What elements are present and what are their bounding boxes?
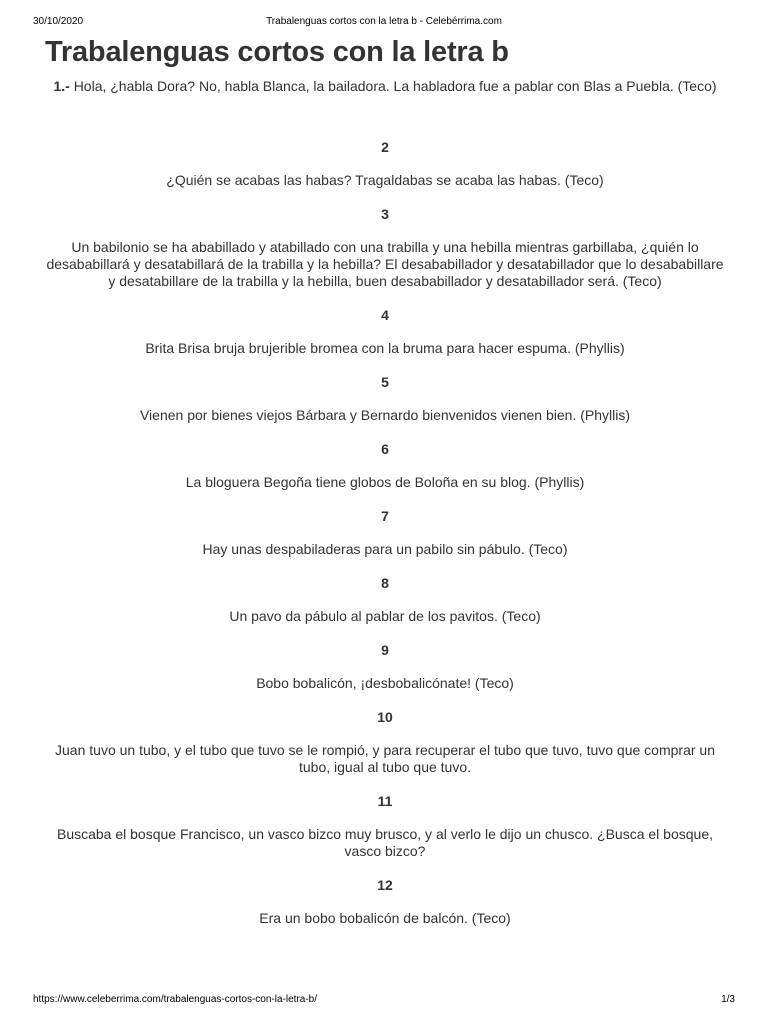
item-text: Vienen por bienes viejos Bárbara y Bernardo bienvenidos vienen bien. (Phyllis)	[139, 407, 631, 423]
item-text: Hay unas despabiladeras para un pabilo sin pábulo. (Teco)	[202, 541, 568, 557]
page-title: Trabalenguas cortos con la letra b	[45, 36, 509, 68]
item-text: Buscaba el bosque Francisco, un vasco bizco muy brusco, y al verlo le dijo un chusco. ¿Busca el bosque, vasco bizco?	[56, 826, 713, 859]
item-number: 11	[377, 793, 393, 809]
item-text: La bloguera Begoña tiene globos de Boloña en su blog. (Phyllis)	[185, 474, 585, 490]
item-number: 5	[381, 374, 389, 390]
item-text: Brita Brisa bruja brujerible bromea con la bruma para hacer espuma. (Phyllis)	[145, 340, 625, 356]
item-text: Un babilonio se ha ababillado y atabillado con una trabilla y una hebilla mientras garbillaba, ¿quién lo desababillará y desatabillará de la trabilla y la hebilla? El desababillador y desatabillador que lo desababillare y desatabillare de la trabilla y la hebilla, buen desababillador y desatabillador será. (Teco)	[46, 239, 724, 289]
print-footer	[33, 994, 735, 1008]
item-number: 9	[381, 642, 389, 658]
item-number: 10	[377, 709, 393, 725]
item-number: 1.-	[53, 78, 70, 94]
item-number: 7	[381, 508, 389, 524]
item-text: ¿Quién se acabas las habas? Tragaldabas se acaba las habas. (Teco)	[166, 172, 604, 188]
item-number: 4	[381, 307, 389, 323]
item-text: Bobo bobalicón, ¡desbobalicónate! (Teco)	[256, 675, 514, 691]
item-number: 8	[381, 575, 389, 591]
list-item-1	[44, 78, 726, 95]
tongue-twister-list	[44, 78, 726, 944]
item-text: Un pavo da pábulo al pablar de los pavitos. (Teco)	[229, 608, 541, 624]
item-number: 6	[381, 441, 389, 457]
item-number: 12	[377, 877, 393, 893]
item-number: 2	[381, 139, 389, 155]
print-page-title: Trabalenguas cortos con la letra b - Celebérrima.com	[266, 16, 502, 27]
print-url: https://www.celeberrima.com/trabalenguas-cortos-con-la-letra-b/	[33, 994, 317, 1005]
print-header	[33, 16, 735, 30]
item-list	[44, 139, 726, 927]
print-date: 30/10/2020	[33, 16, 84, 27]
page-number: 1/3	[721, 994, 735, 1005]
item-number: 3	[381, 206, 389, 222]
item-text: Era un bobo bobalicón de balcón. (Teco)	[259, 910, 511, 926]
item-text: Hola, ¿habla Dora? No, habla Blanca, la bailadora. La habladora fue a pablar con Blas a Puebla. (Teco)	[73, 78, 717, 94]
item-text: Juan tuvo un tubo, y el tubo que tuvo se le rompió, y para recuperar el tubo que tuvo, tuvo que comprar un tubo, igual al tubo que tuvo.	[55, 742, 715, 775]
